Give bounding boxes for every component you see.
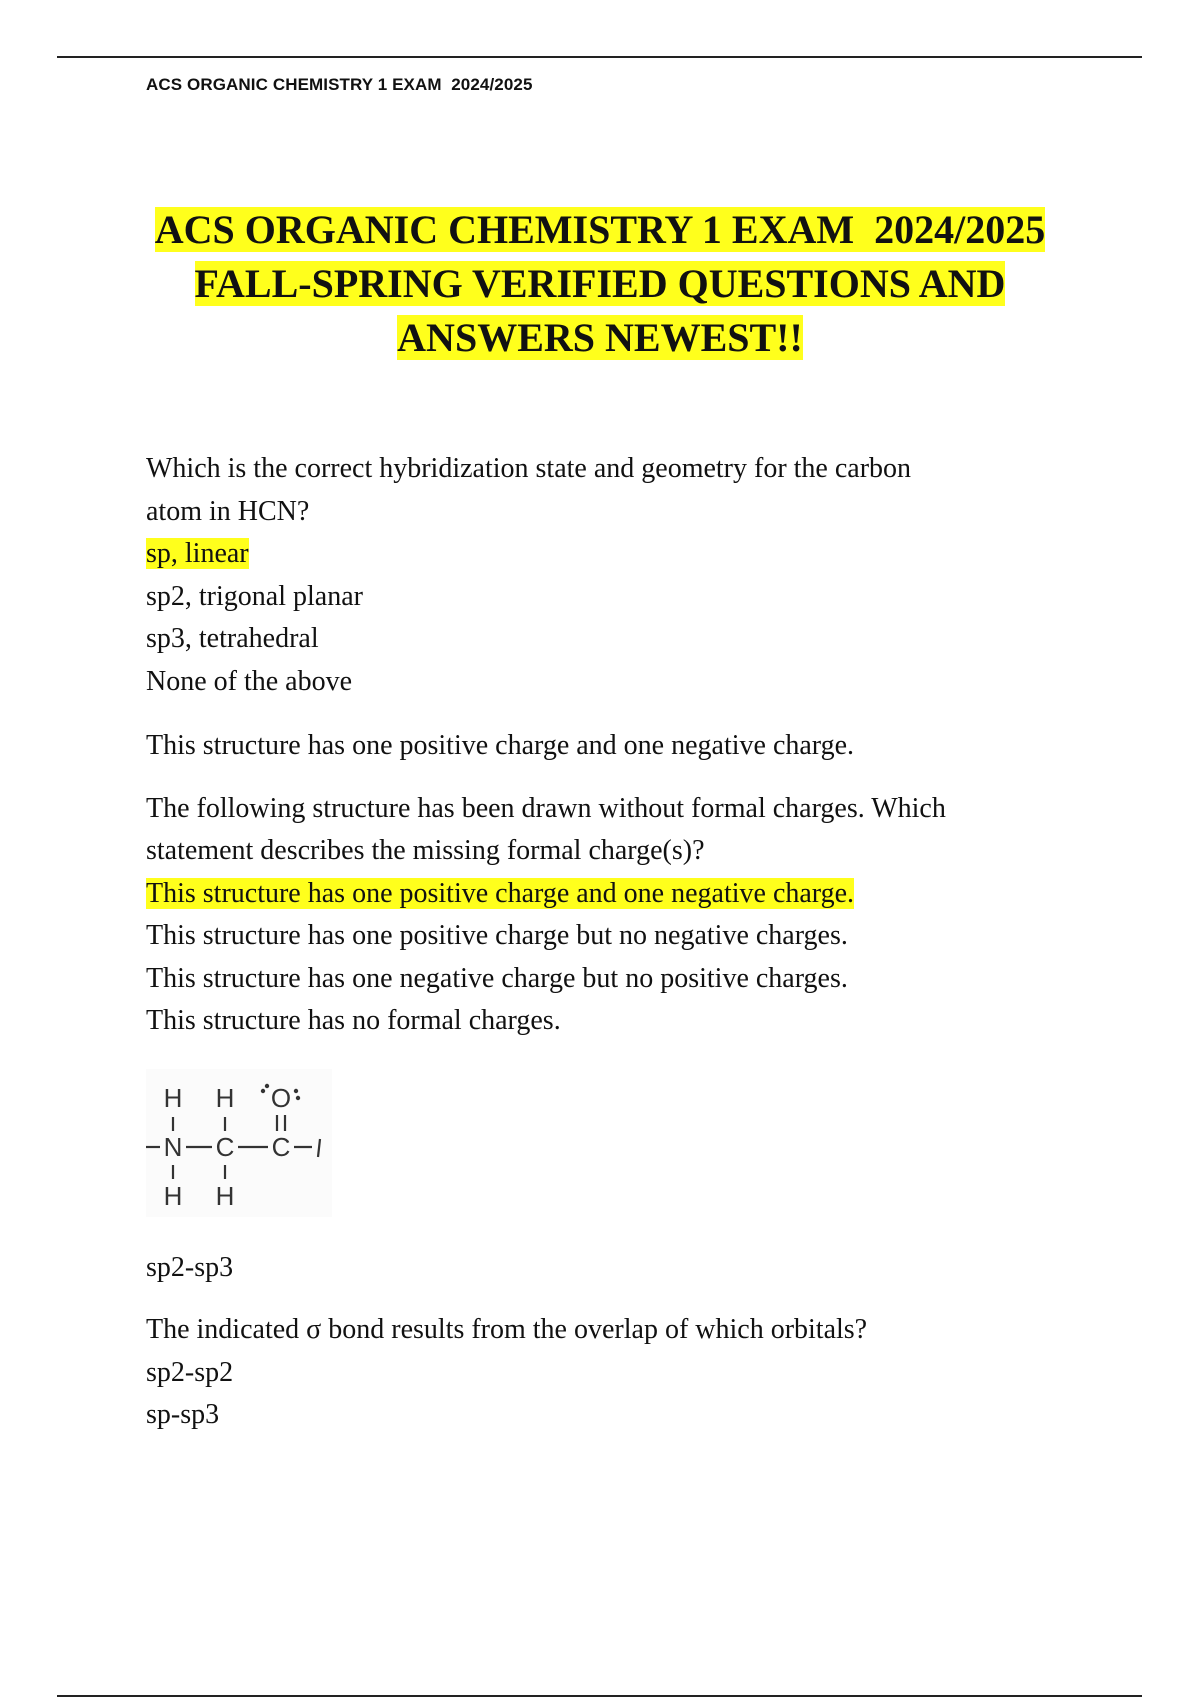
atom-h-bottom-2: H <box>215 1180 235 1211</box>
running-header: ACS ORGANIC CHEMISTRY 1 EXAM 2024/2025 <box>146 75 533 94</box>
lone-pair-dot <box>294 1088 298 1092</box>
lewis-structure-figure <box>146 1069 332 1217</box>
question-text: statement describes the missing formal charge(s)? <box>146 835 705 866</box>
question-text: Which is the correct hybridization state and geometry for the carbon <box>146 453 912 484</box>
document-title <box>100 203 1100 365</box>
correct-answer-option: sp, linear <box>146 538 249 569</box>
answer-option: This structure has no formal charges. <box>146 1005 561 1036</box>
lewis-structure-svg <box>146 1069 332 1217</box>
answer-option: sp-sp3 <box>146 1399 220 1430</box>
answer-option: sp3, tetrahedral <box>146 623 319 654</box>
lone-pair-dot <box>261 1088 265 1092</box>
atom-n: N <box>163 1131 183 1162</box>
question-sigma-bond <box>146 1247 1106 1437</box>
correct-answer-option: This structure has one positive charge and one negative charge. <box>146 877 855 909</box>
question-text: The following structure has been drawn without formal charges. Which <box>146 792 946 824</box>
lone-pair-dot <box>296 1095 300 1099</box>
document-body <box>146 448 1106 1437</box>
question-hybridization <box>146 448 1106 703</box>
atom-h-top-1: H <box>163 1082 183 1113</box>
title-line-1: ACS ORGANIC CHEMISTRY 1 EXAM 2024/2025 <box>154 207 1046 252</box>
question-formal-charges <box>146 788 1106 1043</box>
answer-option: This structure has one positive charge but no negative charges. <box>146 920 848 951</box>
atom-o: O <box>270 1082 292 1113</box>
title-line-2: FALL-SPRING VERIFIED QUESTIONS AND <box>194 261 1006 306</box>
question-text: The indicated σ bond results from the overlap of which orbitals? <box>146 1314 868 1345</box>
top-rule <box>57 56 1142 58</box>
bottom-rule <box>57 1695 1142 1697</box>
atom-h-top-2: H <box>215 1082 235 1113</box>
title-line-3: ANSWERS NEWEST!! <box>397 315 803 360</box>
cropped-atom-fragment <box>318 1139 320 1157</box>
answer-option: sp2-sp2 <box>146 1356 234 1388</box>
question-text: atom in HCN? <box>146 495 310 527</box>
answer-option: This structure has one negative charge but no positive charges. <box>146 962 848 994</box>
atom-c-carbonyl: C <box>271 1131 291 1162</box>
answer-option: sp2, trigonal planar <box>146 580 363 612</box>
answer-option: sp2-sp3 <box>146 1251 234 1283</box>
atom-c-alpha: C <box>215 1131 235 1162</box>
atom-h-bottom-1: H <box>163 1180 183 1211</box>
answer-line: This structure has one positive charge and one negative charge. <box>146 730 855 761</box>
lone-pair-dot <box>265 1083 269 1087</box>
answer-option: None of the above <box>146 665 353 697</box>
